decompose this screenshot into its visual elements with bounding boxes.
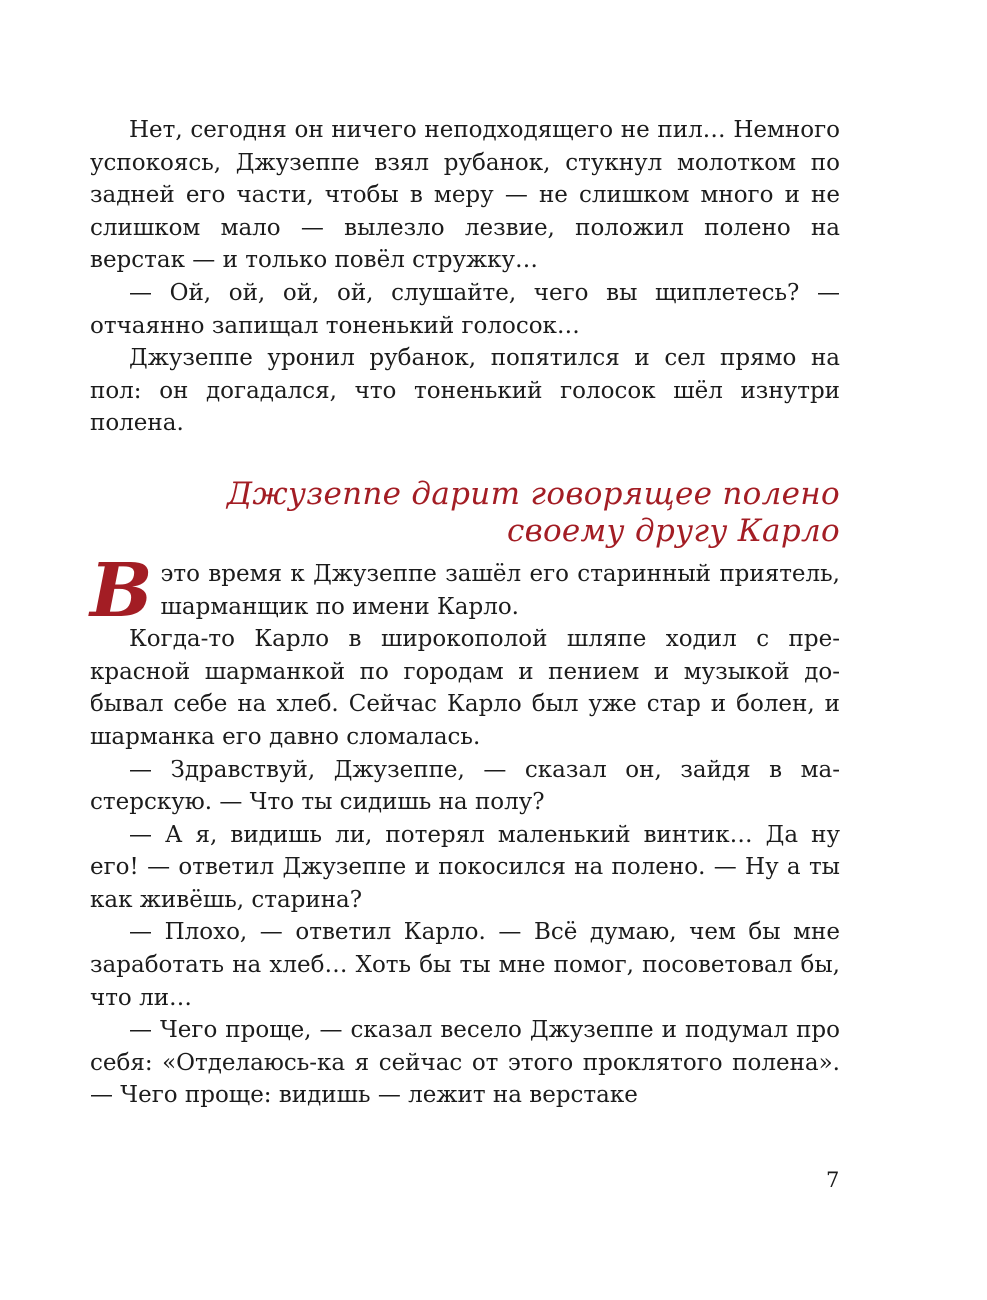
paragraph: Когда-то Карло в широкополой шляпе ходил с прекрасной шарманкой по городам и пением и музыкой добывал себе на хлеб. Сейчас Карло был уже стар и болен, и шарманка его давно сломалась. <box>90 626 840 750</box>
paragraph: — Ой, ой, ой, ой, слушайте, чего вы щиплетесь? — отчаянно запищал тоненький голосок… <box>90 279 840 339</box>
paragraph: Нет, сегодня он ничего неподходящего не пил… Немного успокоясь, Джузеппе взял рубанок, стукнул молотком по задней его части, чтобы в меру — не слишком много и не слишком мало — вылезло лезвие, положил полено на верстак — и только повёл стружку… <box>90 117 840 274</box>
drop-cap: В <box>90 547 153 634</box>
paragraph: Джузеппе уронил рубанок, попятился и сел прямо на пол: он догадался, что тоненький голосок шёл изнутри полена. <box>90 345 840 437</box>
paragraph: — Здравствуй, Джузеппе, — сказал он, зайдя в мастерскую. — Что ты сидишь на полу? <box>90 756 840 816</box>
page-number: 7 <box>826 1168 840 1192</box>
first-paragraph-text: это время к Джузеппе зашёл его старинный приятель, шарманщик по имени Карло. <box>160 560 840 620</box>
chapter-heading-line: Джузеппе дарит говорящее полено <box>226 475 840 512</box>
chapter-heading-line: своему другу Карло <box>506 512 840 549</box>
chapter-first-paragraph <box>90 547 840 634</box>
paragraph: — Плохо, — ответил Карло. — Всё думаю, чем бы мне заработать на хлеб… Хоть бы ты мне помог, посоветовал бы, что ли… <box>90 919 840 1011</box>
paragraph: — А я, видишь ли, потерял маленький винтик… Да ну его! — ответил Джузеппе и покосился на полено. — Ну а ты как живёшь, старина? <box>90 821 840 913</box>
page-body <box>90 114 840 1112</box>
paragraph: — Чего проще, — сказал весело Джузеппе и подумал про себя: «Отделаюсь-ка я сейчас от этого проклятого полена». — Чего проще: видишь — лежит на верстаке <box>90 1017 840 1109</box>
chapter-heading <box>90 476 840 550</box>
